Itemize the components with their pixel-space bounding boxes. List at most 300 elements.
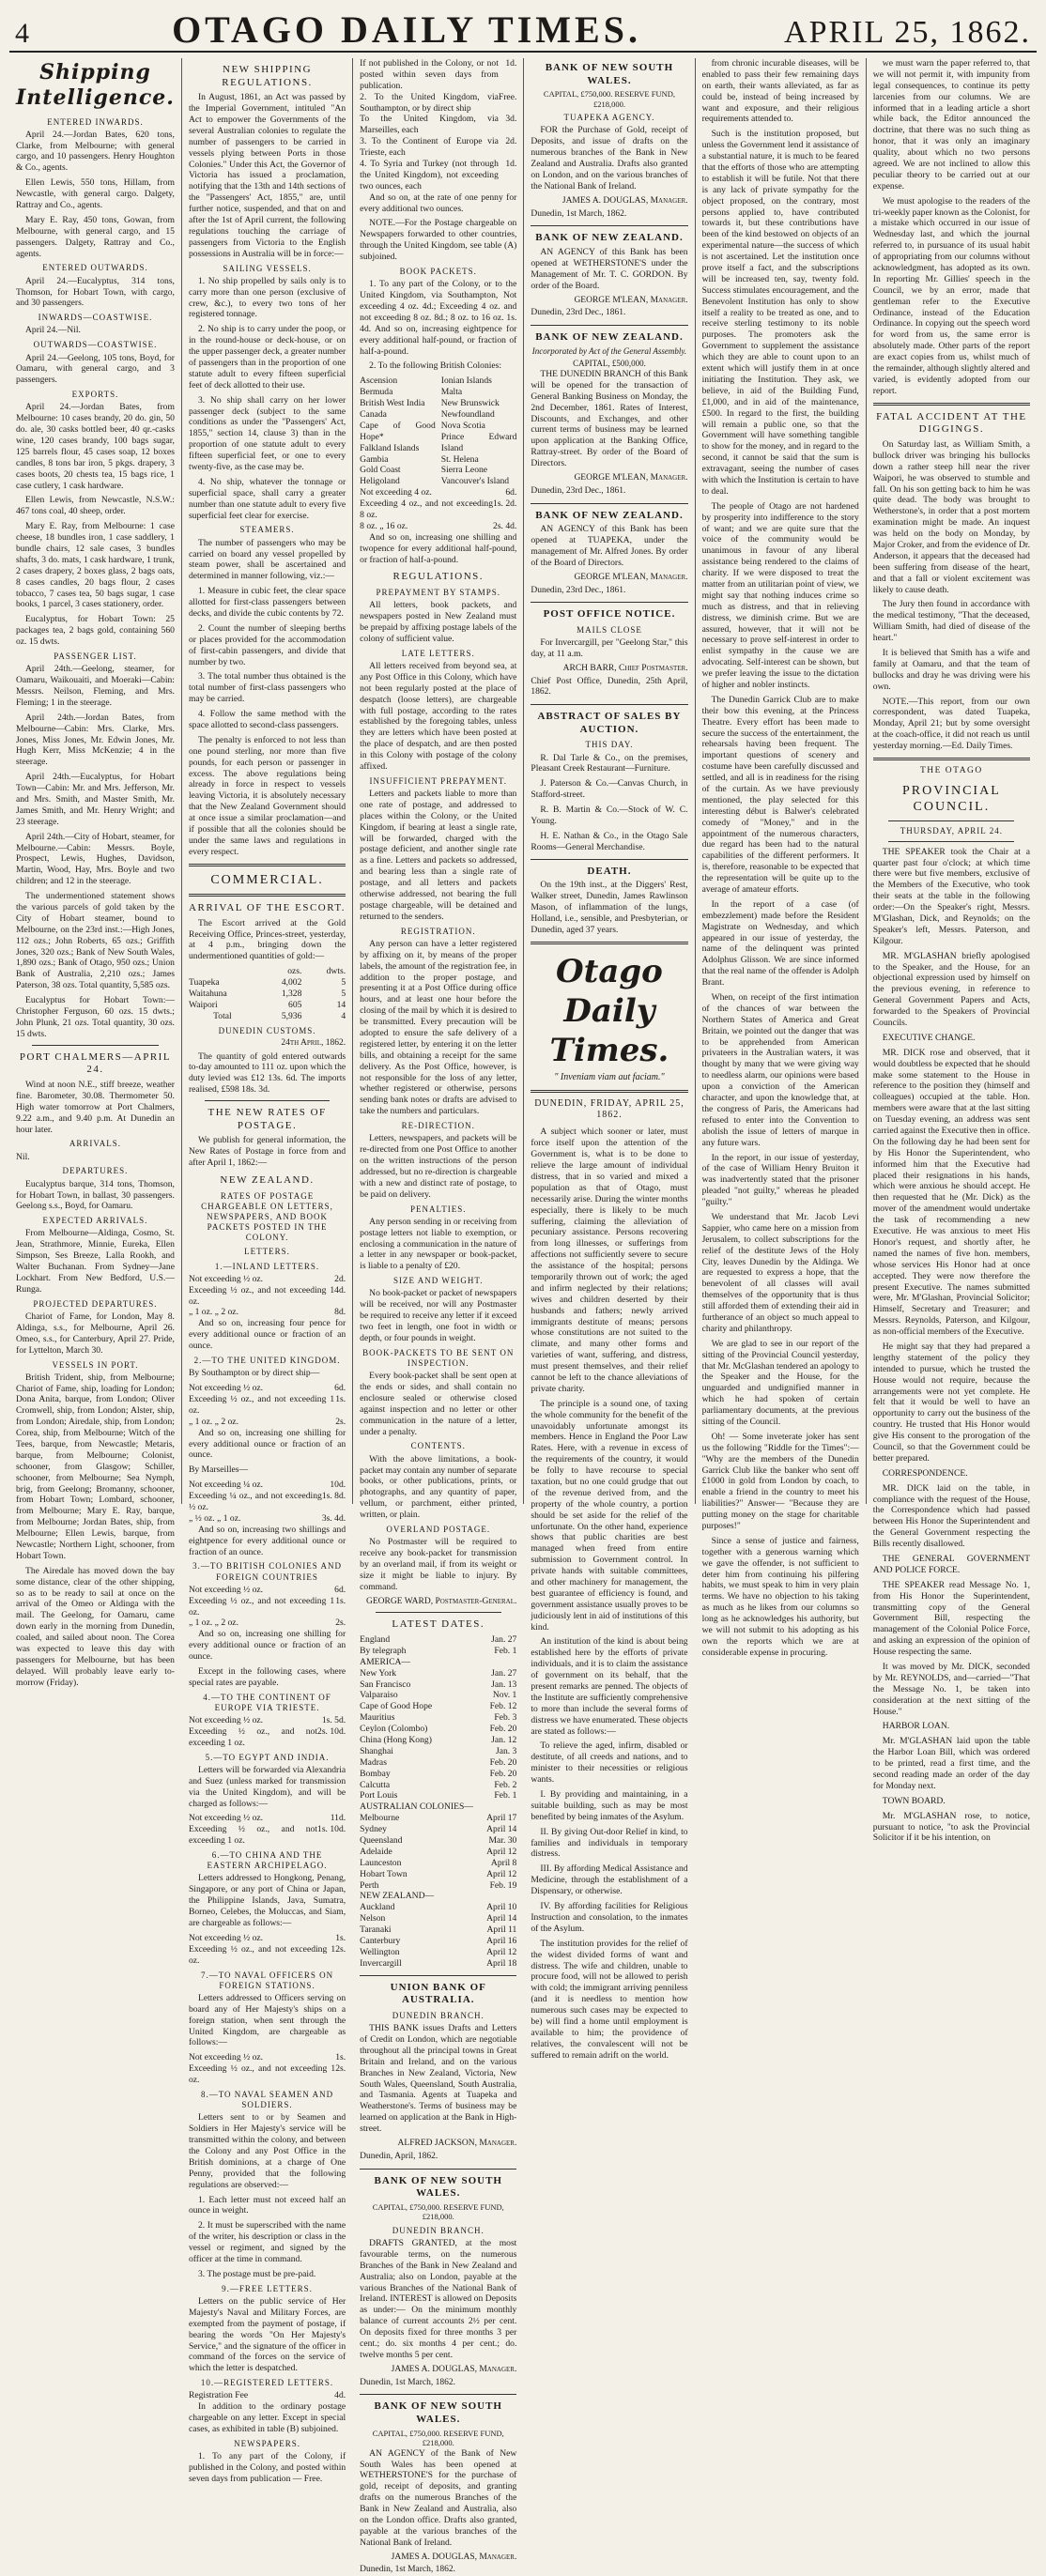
list-item: Mr. M'GLASHAN laid upon the table the Harbor Loan Bill, which was ordered to be printed, read a first time, and the second reading made an order of the day for Monday next. xyxy=(872,1736,1030,1791)
inland-note: And so on, increasing four pence for every additional ounce or fraction of an ounce. xyxy=(188,1318,346,1352)
table-row: „ ½ oz. „ 1 oz. 3s. 4d. xyxy=(188,1512,346,1524)
nz-bank-text-2: THE DUNEDIN BRANCH of this Bank will be opened for the transaction of General Banking Business on Monday, the 2nd December, 1861. Rates of Interest, Discounts, and Exchanges, and other current terms of business may be learned upon application at the Banking Office, Rattray-street. By order of the Board of Directors. xyxy=(531,369,688,469)
list-item: Ionian Islands xyxy=(440,376,492,387)
size-text: No book-packet or packet of newspapers will be received, nor will any Postmaster be required to receive any letter if it exceed two feet in length, one foot in width or depth, or four pounds in weight. xyxy=(360,1288,517,1343)
uk-note: And so on, increasing one shilling for every additional ounce or fraction of an ounce. xyxy=(188,1427,346,1461)
table-row: Not exceeding ½ oz. 1s. 5d. xyxy=(188,1715,346,1726)
list-item: 1. No ship propelled by sails only is to carry more than one person (exclusive of crew, &c.), to every two tons of her registered tonnage. xyxy=(188,275,346,320)
table-row: China (Hong Kong) Jan. 12 xyxy=(360,1735,517,1745)
list-item: He might say that they had prepared a lengthy statement of the policy they intended to pursue, which he trusted the House would not require, because the arrangements were not yet complete. He felt that it would be well to have an opportunity to carry out the business of the country. He trusted that His Honor would give His consent to the prorogation of the Council, so that the Government could be better prepared. xyxy=(872,1341,1030,1464)
commercial-head: COMMERCIAL. xyxy=(210,872,324,887)
columns xyxy=(9,58,1037,2575)
column-1 xyxy=(9,58,182,1688)
nz-bank-capital-2: CAPITAL, £500,000. xyxy=(573,358,646,368)
list-item: The Jury then found in accordance with the medical testimony, "That the deceased, William Smith, had died of disease of the heart." xyxy=(872,599,1030,644)
nsw-bank-capital-1: CAPITAL, £750,000. RESERVE FUND, £218,000. xyxy=(372,2201,504,2222)
india-head: 5.—TO EGYPT AND INDIA. xyxy=(205,1752,330,1762)
newspapers-head: NEWSPAPERS. xyxy=(234,2438,301,2448)
naval-note: Letters addressed to Officers serving on board any of Her Majesty's ships on a foreign station, when sent through the United Kingdom, are chargeable as follows:— xyxy=(188,1992,346,2048)
nsw-bank-signature-2: JAMES A. DOUGLAS, Manager. xyxy=(391,2552,517,2562)
column-5 xyxy=(696,58,867,1658)
entered-inwards-head: ENTERED INWARDS. xyxy=(47,116,144,127)
column-4 xyxy=(524,58,695,2061)
newspaper-rates: If not published in the Colony, or not posted within seven days from publication. 1d. 2. To the United Kingdom, via Southampton, or by direct ship Free. To the United Kingdom, via Marseilles, each 3d. 3. To the Continent of Europe via Trieste, each 2d. 4. To Syria and Turkey (not through the United Kingdom), not exceeding two ounces, each 1d. xyxy=(360,58,517,192)
list-item: April 24th.—Eucalyptus, for Hobart Town—Cabin: Mr. and Mrs. Jefferson, Mr. and Mrs. Smith, and Master Smith, Mr. James Smith, and Mr. Henry Wright; and 23 steerage. xyxy=(16,772,175,827)
table-row: San Francisco Jan. 13 xyxy=(360,1679,517,1690)
union-bank-date: Dunedin, April, 1862. xyxy=(360,2151,438,2161)
table-row: AUSTRALIAN COLONIES— xyxy=(360,1802,473,1813)
penalties-head: PENALTIES. xyxy=(410,1204,467,1214)
entered-outwards-head: ENTERED OUTWARDS. xyxy=(42,263,148,273)
india-rates xyxy=(189,1813,346,1847)
nsw-agency-capital: CAPITAL, £750,000. RESERVE FUND, £218,000. xyxy=(543,89,675,109)
outwards-coast-list xyxy=(16,353,175,387)
uk-rates xyxy=(189,1383,346,1428)
list-item: MR. M'GLASHAN briefly apologised to the Speaker, and the House, for an objectional expression used by himself on the previous evening, in reference to General Government Papers and Acts, forwarded to the Speakers of Provincial Councils. xyxy=(872,950,1030,1029)
list-item: An institution of the kind is about being established here by the efforts of private individuals, and it is to claim the assistance of government on its behalf, that the present remarks are penned. The objects of the Institute are sufficiently comprehensive to more than include the several forms of distress we have enumerated. These objects are stated as follows:— xyxy=(531,1636,688,1737)
insufficient-head: INSUFFICIENT PREPAYMENT. xyxy=(369,775,508,786)
registered-head: 10.—REGISTERED LETTERS. xyxy=(200,2378,334,2388)
nz-bank-text-3: AN AGENCY of this Bank has been opened at TUAPEKA, under the management of Mr. Alfred Jones. By order of the Board of Directors. xyxy=(531,524,688,568)
nsw-agency-text: FOR the Purchase of Gold, receipt of Deposits, and issue of drafts on the numerous branches of the Bank in New Zealand and Australia. Drafts also granted on London, and on the various branches of the National Bank of Ireland. xyxy=(531,125,688,192)
list-item: TOWN BOARD. xyxy=(882,1795,946,1806)
list-item: we must warn the paper referred to, that we will not permit it, with impunity from legal consequences, to continue its petty larcenies from our columns. We are informed that in a leading article a short while back, the Editor announced the doctrine, that there was no such thing as honor, that it was only an imaginary quality, about which no two persons agreed. We are not inclined to allow this peculiar theory to be carried out at our expense. xyxy=(872,58,1030,192)
exports-list xyxy=(16,402,175,648)
nsw-agency-title: BANK OF NEW SOUTH WALES. xyxy=(545,62,674,86)
nz-bank-date-2: Dunedin, 23rd Dec., 1861. xyxy=(531,485,626,496)
editorial-continued-2 xyxy=(873,58,1030,397)
list-item: Falkland Islands xyxy=(360,442,420,453)
escort-table xyxy=(189,966,346,1021)
registered-note: In addition to the ordinary postage chargeable on any letter. Except in special cases, as exhibited in table (B) subjoined. xyxy=(188,2401,346,2435)
table-row: Melbourne April 17 xyxy=(360,1813,517,1824)
list-item: 3. No ship shall carry on her lower passenger deck (subject to the same conditions as under the "Passengers' Act, 1855," section 14, clause 3) than in the proportion of one statute adult to every fifteen superficial feet, or one to every twenty-five, as the case may be. xyxy=(188,394,346,473)
list-item: Cape of Good Hope* xyxy=(360,420,436,442)
steamers-rules xyxy=(189,586,346,731)
rates-head: RATES OF POSTAGE CHARGEABLE ON LETTERS, NEWSPAPERS, AND BOOK PACKETS POSTED IN THE COLONY. xyxy=(201,1190,333,1243)
table-row: Exceeding 4 oz., and not exceeding 8 oz. 1s. 2d. xyxy=(360,498,517,520)
naval-head: 7.—TO NAVAL OFFICERS ON FOREIGN STATIONS. xyxy=(200,1970,334,1990)
prepayment-text: All letters, book packets, and newspapers posted in New Zealand must be prepaid by affixing postage labels of the colony of sufficient value. xyxy=(360,600,517,644)
uk-head: 2.—TO THE UNITED KINGDOM. xyxy=(193,1356,341,1366)
table-row: Not exceeding ½ oz. 1s. xyxy=(188,1932,346,1943)
prepayment-head: PREPAYMENT BY STAMPS. xyxy=(376,588,500,598)
free-head: 9.—FREE LETTERS. xyxy=(222,2283,313,2293)
table-row: Invercargill April 18 xyxy=(360,1957,517,1969)
table-row: Calcutta Feb. 2 xyxy=(360,1779,517,1790)
gold-note: The undermentioned statement shows the various parcels of gold taken by the City of Hobart steamer, bound to Melbourne, on the 23rd inst.:—High Jones, 112 ozs.; John Roberts, 65 ozs.; Griffith Jones, 320 ozs.; Bank of New South Wales, 1,890 ozs.; Bank of Otago, 950 ozs.; Union Bank of Australia, 2,210 ozs.; James Paterson, 38 ozs. Total quantity, 5,585 ozs. xyxy=(16,891,175,991)
open-head: BOOK-PACKETS TO BE SENT ON INSPECTION. xyxy=(362,1347,515,1368)
list-item: We understand that Mr. Jacob Levi Sappier, who came here on a mission from Jerusalem, to collect subscriptions for the relief of the destitute Jews of the Holy City, leaves Dunedin by the Aldinga. We are requested to express a hope, that the benevolent of all classes will avail themselves of the opportunity that is thus still afforded them of extending their aid in furtherance of an object so much appeal to charity and philanthropy. xyxy=(701,1211,859,1334)
china-note: Letters addressed to Hongkong, Penang, Singapore, or any port of China or Japan, the Philippine Islands, Java, Sumatra, Borneo, Celebes, the Moluccas, and Siam, are chargeable as follows:— xyxy=(188,1873,346,1929)
sailing-head: SAILING VESSELS. xyxy=(223,263,312,273)
table-row: Not exceeding ½ oz. 1s. xyxy=(188,2052,346,2063)
list-item: Newfoundland xyxy=(440,408,495,420)
list-item: April 24.—Jordan Bates, from Melbourne: 10 cases brandy, 20 do. gin, 50 do. ale, 30 casks bottled beer, 40 qr.-casks wine, 120 cases brandy, 100 bags sugar, 125 barrels flour, 45 cases soap, 12 boxes candles, 8 tons bar iron, 5 pkgs. drapery, 3 cases boots, 20 chests tea, 15 bags rice, 1 case cutlery, 1 cask hardware. xyxy=(16,402,175,491)
list-item: To relieve the aged, infirm, disabled or destitute, of all creeds and nations, and to minister to their necessities or religious wants. xyxy=(531,1740,688,1786)
escort-head: ARRIVAL OF THE ESCORT. xyxy=(189,902,346,914)
british-rates xyxy=(189,1585,346,1630)
list-item: April 24th.—Geelong, steamer, for Oamaru, Waikouaiti, and Moeraki—Cabin: Messrs. Neilson, Fleming, and Mrs. Fleming; 1 in the steerage. xyxy=(16,664,175,708)
sales-list xyxy=(531,753,687,853)
nz-bank-sub-2: Incorporated by Act of the General Assembly. xyxy=(531,345,687,356)
list-item: New Brunswick xyxy=(440,398,500,409)
passengers-list xyxy=(16,664,175,887)
list-item: R. Dal Tarle & Co., on the premises, Pleasant Creek Restaurant—Furniture. xyxy=(531,752,688,774)
customs-date: 24th April, 1862. xyxy=(281,1037,346,1048)
exports-head: EXPORTS. xyxy=(71,390,119,400)
except-note: Except in the following cases, where special rates are payable. xyxy=(188,1665,346,1688)
europe-rates xyxy=(189,1715,346,1749)
list-item: CORRESPONDENCE. xyxy=(882,1467,968,1479)
uk-sub: By Southampton or by direct ship— xyxy=(188,1368,320,1379)
eucalyptus-note: Eucalyptus for Hobart Town:—Christopher Ferguson, 60 ozs. 15 dwts.; John Plunk, 21 ozs. Total quantity, 30 ozs. 15 dwts. xyxy=(16,995,175,1039)
table-row: Exceeding ½ oz., and not exceeding 1 oz. 2s. xyxy=(188,2063,346,2086)
closing-note: The Airedale has moved down the bay some distance, clear of the other shipping, so as to be ready to sail at once on the arrival of the Omeo or Aldinga with the mail. The Geelong, for Oamaru, came down early in the morning from Dunedin, coaled, and sailed about noon. The Corea was expected to leave this day with passengers for Melbourne, but has been delayed. Will probably leave early to-morrow (Friday). xyxy=(16,1565,175,1688)
escort-unit-dwt: dwts. xyxy=(326,966,346,977)
table-row: „ 1 oz. „ 2 oz. 2s. xyxy=(188,1618,346,1629)
table-row: Not exceeding ½ oz. 11d. xyxy=(188,1813,346,1824)
table-row: Taranaki April 11 xyxy=(360,1924,517,1936)
penalties-text: Any person sending in or receiving from postage letters not liable to exemption, or enclosing a communication in the nature of a letter in any newspaper or book-packet, is liable to a penalty of £20. xyxy=(360,1216,517,1272)
post-office-text: For Invercargill, per "Geelong Star," this day, at 11 a.m. xyxy=(531,637,688,659)
union-bank-text: THIS BANK issues Drafts and Letters of Credit on London, which are negotiable throughout all the principal towns in Great Britain and Ireland, and on the various Branches in New Zealand, Victoria, New South Wales, Queensland, South Australia, and Tasmania. Agents at Tuapeka and Weatherstone's. Terms of business may be learned on application at the Bank in High-street. xyxy=(360,2023,517,2135)
table-row: Ceylon (Colombo) Feb. 20 xyxy=(360,1724,517,1735)
nz-bank-date-3: Dunedin, 23rd Dec., 1861. xyxy=(531,585,626,595)
list-item: Ellen Lewis, 550 tons, Hillam, from Newcastle, with general cargo. Dalgety, Rattray and Co., agents. xyxy=(16,177,175,211)
table-row: Cape of Good Hope Feb. 12 xyxy=(360,1701,517,1712)
book-rules: 1. To any part of the Colony, or to the United Kingdom, via Southampton, Not exceeding 4 oz. 4d.; Exceeding 4 oz. and not exceeding 8 oz. 8d.; 8 oz. to 16 oz. 1s. 4d. And so on, increasing eightpence for every additional half-pound, or fraction of half-a-pound. xyxy=(360,279,517,357)
nameplate: Otago Daily Times. xyxy=(549,952,669,1070)
table-row: Sydney April 14 xyxy=(360,1824,517,1835)
table-row: Canterbury April 16 xyxy=(360,1936,517,1947)
list-item: Gambia xyxy=(360,453,389,465)
coastwise-list xyxy=(16,325,175,336)
escort-intro: The Escort arrived at the Gold Receiving Office, Princes-street, yesterday, at 4 p.m., bringing down the undermentioned quantities of gold:— xyxy=(188,917,346,962)
inland-head: 1.—INLAND LETTERS. xyxy=(214,1261,320,1271)
column-3 xyxy=(353,58,524,2575)
nz-bank-title-2: BANK OF NEW ZEALAND. xyxy=(535,331,684,344)
list-item: Prince Edward Island xyxy=(440,431,517,453)
list-item: April 24th.—Jordan Bates, from Melbourne—Cabin: Mrs. Clarke, Mrs. Jones, Miss Jones, Mr. Edwin Jones, Mr. Hugh Kerr, Miss McKenzie; 4 in the steerage. xyxy=(16,712,175,768)
nz-bank-text-1: AN AGENCY of this Bank has been opened at WETHERSTONE'S under the Management of Mr. T. C. GORDON. By order of the Board. xyxy=(531,246,688,291)
fatal-accident-head: FATAL ACCIDENT AT THE DIGGINGS. xyxy=(876,410,1027,436)
table-row: Exceeding ½ oz., and not exceeding 1 oz. 2s. 10d. xyxy=(188,1725,346,1748)
late-head: LATE LETTERS. xyxy=(401,648,475,658)
newspaper-title: OTAGO DAILY TIMES. xyxy=(172,8,641,51)
vessels: British Trident, ship, from Melbourne; Chariot of Fame, ship, loading for London; Dona Anita, barque, from London; Oliver Cromwell, ship, from London; Alster, ship, from London; Airedale, ship, from London; Corea, ship, from Melbourne; Witch of the Tees, barque, from Newcastle; Metaris, barque, from Melbourne; Colonist, schooner, from Glasgow; Schiller, schooner, from Melbourne; Sea Nymph, brig, from Geelong; Bromanny, schooner, from Hobart Town; Lombard, schooner, from Melbourne; Mary E. Ray, barque, from Melbourne; Jordan Bates, ship, from Melbourne; Ellen Lewis, barque, from Newcastle; Northern Light, schooner, from Hobart Town. xyxy=(16,1372,175,1561)
union-bank-title: UNION BANK OF AUSTRALIA. xyxy=(390,1981,486,2006)
escort-unit-oz: ozs. xyxy=(287,966,302,977)
list-item: EXECUTIVE CHANGE. xyxy=(882,1032,976,1043)
list-item: IV. By affording facilities for Religious Instruction and consolation, to the inmates of the Asylum. xyxy=(531,1901,688,1934)
registered-rate: Registration Fee 4d. xyxy=(188,2390,346,2401)
nsw-bank-capital-2: CAPITAL, £750,000. RESERVE FUND, £218,000. xyxy=(372,2428,504,2448)
table-row: Exceeding ½ oz., and not exceeding 1 oz. 4d. xyxy=(188,1284,346,1307)
list-item: Oh! — Some inveterate joker has sent us the following "Riddle for the Times":— "Why are the members of the Dunedin Garrick Club like the banker who sent off £1000 in gold from London by coach, to enable a friend in the country to meet his liabilities?" Answer— "Because they are putting money on the stage for charitable purposes!" xyxy=(701,1431,859,1531)
table-row: Waipori 605 14 xyxy=(188,999,346,1010)
table-row: Shanghai Jan. 3 xyxy=(360,1745,517,1756)
list-item: Vancouver's Island xyxy=(440,476,510,487)
table-row: Port Louis Feb. 1 xyxy=(360,1790,517,1802)
list-item: When, on receipt of the first intimation of the chances of war between the Northern States of America and Great Britain, we pointed out the danger that was to be apprehended from American privateers in the Australian waters, it was thought by many that we were giving way to needless alarm, our opinions were based upon a conviction of the American character, and upon the knowledge that, at the congress of Paris, the Americans had refused to enter into the Convention to abolish the issue of letters of marque in any future wars. xyxy=(701,992,859,1148)
council-text xyxy=(873,847,1030,1845)
nsw-bank-text-2: AN AGENCY of the Bank of New South Wales has been opened at WETHERSTONE'S for the purchase of gold, receipt of deposits, and granting drafts on the numerous Branches of the Bank in New Zealand and Australia, also on the London office. Drafts also granted, payable at the various branches of the National Bank of Ireland. xyxy=(360,2447,517,2548)
editorial-continued xyxy=(702,58,859,1659)
list-item: Sierra Leone xyxy=(440,465,488,476)
letters-head: LETTERS. xyxy=(244,1247,290,1257)
overland-text: No Postmaster will be required to receive any book-packet for transmission by an overland mail, if from its weight or size it might be liable to injury. By command. xyxy=(360,1537,517,1592)
table-row: „ 1 oz. „ 2 oz. 8d. xyxy=(188,1307,346,1318)
book-rates xyxy=(360,487,516,532)
list-item: Malta xyxy=(440,387,463,398)
escort-total-row: Total 5,936 4 xyxy=(213,1010,346,1021)
newspapers-rule: 1. To any part of the Colony, if published in the Colony, and posted within seven days from publication — Free. xyxy=(188,2451,346,2484)
table-row: Launceston April 8 xyxy=(360,1857,517,1868)
table-row: Mauritius Feb. 3 xyxy=(360,1712,517,1724)
list-item: The principle is a sound one, of taxing the whole community for the benefit of the unavoidably unfortunate amongst its members. Hence in England the Poor Law Rates. Here, with a revenue in excess of the requirements of the country, it would be folly to have recourse to special taxation, but no one could grudge that out of the revenue derived from, and the property of the whole country, a portion should be set aside for the relief of the unfortunate. On the other hand, experience shows that public charities are best managed when freed from entire submission to Government control. In private hands with suitable committees, and other machinery for management, the best guarantee of efficiency is found, and government assistance usually proves to be judiciously lent in aid of institutions of this kind. xyxy=(531,1398,688,1633)
table-row: England Jan. 27 xyxy=(360,1633,517,1645)
nz-bank-date-1: Dunedin, 23rd Dec., 1861. xyxy=(531,308,626,318)
masthead xyxy=(9,8,1037,53)
list-item: 2. Count the number of sleeping berths or places provided for the accommodation of first-cabin passengers, and divide that number by two. xyxy=(188,622,346,667)
editorial-list xyxy=(531,1127,687,2061)
list-item: We are glad to see in our report of the sitting of the Provincial Council yesterday, that Mr. McGlashan tendered an apology to the Speaker and the House, for the unguarded and undignified manner in which he had spoken of certain parliamentary documents, at the previous sitting of the Council. xyxy=(701,1338,859,1427)
list-item: MR. DICK laid on the table, in compliance with the request of the House, the Correspondence which had passed between His Honor the Superintendent and the General Government respecting the Bills recently disallowed. xyxy=(872,1482,1030,1550)
list-item: In the report of a case (of embezzlement) made before the Resident Magistrate on Wednesday, and which appeared in our issue of yesterday, the name of the delinquent was printed Adolphus Glisson. We are since informed that the real name of the offender is Adolph Brant. xyxy=(701,898,859,989)
list-item: II. By giving Out-door Relief in kind, to families and individuals in temporary distress. xyxy=(531,1826,688,1860)
seamen-note: Letters sent to or by Seamen and Soldiers in Her Majesty's service will be transmitted within the colony, and between the Colony and any Post Office in the British dominions, at a charge of One Penny, provided that the following regulations are observed:— xyxy=(188,2112,346,2190)
size-head: SIZE AND WEIGHT. xyxy=(393,1276,484,1286)
china-rates xyxy=(189,1933,346,1967)
entered-inwards-list xyxy=(16,130,175,260)
latest-dates-table xyxy=(360,1634,516,1970)
death-title: DEATH. xyxy=(587,865,632,877)
council-date: THURSDAY, APRIL 24. xyxy=(900,825,1003,836)
colonies-left xyxy=(360,376,436,487)
list-item: April 24.—Geelong, 105 tons, Boyd, for Oamaru, with general cargo, and 3 passengers. xyxy=(16,352,175,386)
coastwise-head: INWARDS—COASTWISE. xyxy=(38,313,153,323)
departures-head: DEPARTURES. xyxy=(62,1166,129,1176)
open-text: Every book-packet shall be sent open at the ends or sides, and shall contain no enclosure sealed or otherwise closed against inspection and no letter or other communication in the nature of a letter, under a penalty. xyxy=(360,1371,517,1437)
marseilles-rates xyxy=(189,1480,346,1525)
book-head: BOOK PACKETS. xyxy=(399,267,477,277)
steamers-head: STEAMERS. xyxy=(239,525,295,535)
sales-title: ABSTRACT OF SALES BY AUCTION. xyxy=(537,711,682,735)
entered-outwards-list xyxy=(16,276,175,310)
postage-head: THE NEW RATES OF POSTAGE. xyxy=(208,1107,327,1131)
list-item: April 24.—Jordan Bates, 620 tons, Clarke, from Melbourne; with general cargo, and 10 passengers. Henry Houghton & Co., agents. xyxy=(16,129,175,174)
list-item: NOTE.—This report, from our own correspondent, was dated Tuapeka, Monday, April 21; but by some oversight at the coach-office, it did not reach us until yesterday morning.—Ed. Daily Times. xyxy=(872,696,1030,752)
list-item: April 24.—Eucalyptus, 314 tons, Thomson, for Hobart Town, with cargo, and 30 passengers. xyxy=(16,275,175,309)
shipping-heading: Shipping Intelligence. xyxy=(16,60,175,111)
table-row: Exceeding ½ oz., and not exceeding 1 oz. 1s. xyxy=(188,1595,346,1618)
motto: " Inveniam viam aut faciam." xyxy=(554,1072,665,1083)
list-item: Since a sense of justice and fairness, together with a generous warning which we gave the offender, is not sufficient to deter him from continuing his pilfering habits, we must speak to him in very plain terms. We have no objection to his taking as much as he likes from our columns so long as he acknowledges his authority, but we will not submit to his adopting as his own the reports which we are at considerable expense in procuring. xyxy=(701,1535,859,1658)
nsw-agency-sub: TUAPEKA AGENCY. xyxy=(563,113,655,123)
column-2 xyxy=(182,58,353,2484)
list-item: Such is the institution proposed, but unless the Government lend it assistance of a substantial nature, it is much to be feared that the efforts of those who are attempting to establish it will be futile. Not that there is any lack of private sympathy for the object proposed, on the contrary, most persons applied to, have contributed towards it, but these contributions have been of the kind bestowed on objects of an experimental nature—the success of which is not ascertained. Let the institution once prove itself a fact, and the subscriptions will be increased ten, say, twenty fold. Success stimulates encouragement, and the Benevolent Institution has only to show itself a reality to be treated as one, and to receive sterling testimony to its noble purposes. The promoters ask the Government to supplement the assistance which they are able to count upon to an extent which will justify them in at once initiating the Institution. They ask, we believe, in aid of the Building Fund, £1,000, and in aid of the maintenance, £500. In regard to the first, the building will remain a public one, so that the Government will have something tangible to show for the money, and in regard to the second, it cannot be said that the sum is extravagant, seeing the number of cases with which the Institution is certain to have to deal. xyxy=(701,129,859,497)
steamers-intro: The number of passengers who may be carried on board any vessel propelled by steam power, shall be ascertained and determined in manner following, viz.:— xyxy=(188,537,346,582)
column-6 xyxy=(867,58,1037,1844)
table-row: Waitahuna 1,328 5 xyxy=(188,989,346,999)
outwards-coast-head: OUTWARDS—COASTWISE. xyxy=(33,340,158,350)
table-row: Exceeding ½ oz., and not exceeding 1 oz. 2s. xyxy=(188,1943,346,1966)
list-item: The Dunedin Garrick Club are to make their bow this evening, at the Princess Theatre. Every effort has been made to secure the success of the entertainment, the rehearsals having been frequent. The important questions of scenery and costume have been carefully discussed and settled, and all is in readiness for the rising of the curtain. As we have previously mentioned, the play selected for this interesting début is Balwer's celebrated comedy of "Money," and in the appointment of the numerous characters, due regard has been had to the natural capabilities of the different performers. It is, therefore, reasonable to be expected that the representation will be quite up to the average of amateur efforts. xyxy=(701,694,859,896)
newspaper-note-2: NOTE.—For the Postage chargeable on Newspapers forwarded to other countries, through the United Kingdom, see table (A) subjoined. xyxy=(360,218,517,263)
list-item: Heligoland xyxy=(360,476,400,487)
nz-bank-title-1: BANK OF NEW ZEALAND. xyxy=(535,232,684,244)
nz-bank-signature-3: GEORGE M'LEAN, Manager. xyxy=(574,572,688,582)
list-item: 1. Each letter must not exceed half an ounce in weight. xyxy=(188,2194,346,2216)
nz-bank-signature-2: GEORGE M'LEAN, Manager. xyxy=(574,473,688,483)
list-item: MR. DICK rose and observed, that it would doubtless be expected that he should make some statement to the House in reference to the position they (himself and colleagues) occupied at the table. Hon. members were aware that at the last sitting on Tuesday evening, an address was sent carried against the Executive then in office. On the following day he had been sent for by His Honor the Superintendent, who informed him that the Executive had placed their resignations in his hands, which were anxious he should accept. He then requested that he (Mr. Dick) as the mover of the amendment would undertake the task of recommending a new Executive. He was anxious to meet His Honor's request, and shortly after, he named the names of five hon. members, whose services His Honor had at once accepted. They were now therefore the present Executive. The names submitted were, Mr. M'Glashan, Provincial Solicitor; Himself, Secretary and Treasurer; and Messrs. Reynolds, Paterson, and Kilgour, as non-official members of the Executive. xyxy=(872,1047,1030,1338)
late-text: All letters received from beyond sea, at any Post Office in this Colony, which have not been regularly posted at the place of despatch (loose letters), are chargeable with full postage, according to the rates established by the foregoing tables, unless they are letters which have been posted at the place of despatch, and are then posted in this Colony with postage of the colony affixed. xyxy=(360,660,517,772)
table-row: Not exceeding ¼ oz. 10d. xyxy=(188,1480,346,1491)
british-head: 3.—TO BRITISH COLONIES AND FOREIGN COUNTRIES xyxy=(192,1561,342,1582)
list-item: I. By providing and maintaining, in a suitable building, such as may be most benefited by being inmates of the Asylum. xyxy=(531,1789,688,1822)
list-item: Canada xyxy=(360,408,387,420)
list-item: Bermuda xyxy=(360,387,393,398)
list-item: April 24.—Nil. xyxy=(25,325,81,336)
list-item: Mary E. Ray, 450 tons, Gowan, from Melbourne, with general cargo, and 15 passengers. Dalgety, Rattray and Co., agents. xyxy=(16,214,175,259)
list-item: J. Paterson & Co.—Canvas Church, in Stafford-street. xyxy=(531,778,688,801)
table-row: 8 oz. „ 16 oz. 2s. 4d. xyxy=(360,520,517,531)
list-item: Mary E. Ray, from Melbourne: 1 case cheese, 18 bundles iron, 1 case saddlery, 1 bundle chairs, 12 sale cases, 3 bundles shafts, 3 do. mats, 1 cask hardware, 1 trunk, 2 cases drapery, 2 boxes glass, 2 bags oats, 8 cases candles, 20 bags flour, 2 cases tobacco, 7 cases tea, 50 bags sugar, 1 case books, 1 parcel, 3 cases stationery, order. xyxy=(16,521,175,610)
nsw-bank-date-2: Dunedin, 1st March, 1862. xyxy=(360,2565,456,2575)
contents-text: With the above limitations, a book-packet may contain any number of separate books, or other publications, prints, or photographs, and any quantity of paper, vellum, or parchment, either printed, written, or plain. xyxy=(360,1453,517,1521)
india-note: Letters will be forwarded via Alexandria and Suez (unless marked for transmission via the United Kingdom), and will be charged as follows:— xyxy=(188,1764,346,1809)
overland-head: OVERLAND POSTAGE. xyxy=(386,1524,491,1534)
contents-head: CONTENTS. xyxy=(410,1441,466,1451)
table-row: Perth Feb. 19 xyxy=(360,1879,517,1891)
list-item: 2. No ship is to carry under the poop, or in the round-house or deck-house, or on the upper passenger deck, a greater number of passengers than in the proportion of one statute adult to every fifteen superficial feet of deck allotted to their use. xyxy=(188,324,346,391)
passengers-head: PASSENGER LIST. xyxy=(54,652,137,662)
table-row: Valparaiso Nov. 1 xyxy=(360,1690,517,1701)
table-row: By telegraph Feb. 1 xyxy=(360,1645,517,1656)
nsw-agency-signature: JAMES A. DOUGLAS, Manager. xyxy=(561,195,688,206)
list-item: 1. Measure in cubic feet, the clear space allotted for first-class passengers between decks, and divide the cubic contents by 72. xyxy=(188,586,346,619)
death-text: On the 19th inst., at the Diggers' Rest, Walker street, Dunedin, James Rawlinson Mason, of inflammation of the lungs, Holland, i.e., sensible, and Presbyterian, or Dunedin, aged 37 years. xyxy=(531,880,688,935)
nz-bank-title-3: BANK OF NEW ZEALAND. xyxy=(535,509,684,521)
colonies-list xyxy=(360,376,516,487)
seamen-rules xyxy=(189,2195,346,2280)
book-note: And so on, increasing one shilling and twopence for every additional half-pound, or fraction of half-a-pound. xyxy=(360,531,517,565)
nz-head: NEW ZEALAND. xyxy=(220,1174,315,1187)
list-item: 4. No ship, whatever the tonnage or superficial space, shall carry a greater number than one statute adult to every five superficial feet clear for exercise. xyxy=(188,476,346,521)
marseilles-sub: By Marseilles— xyxy=(188,1464,249,1476)
table-row: Adelaide April 12 xyxy=(360,1846,517,1857)
redirection-text: Letters, newspapers, and packets will be re-directed from one Post Office to another on the written instructions of the person addressed, but no re-direction is chargeable with a new and distinct rate of postage, to be paid on delivery. xyxy=(360,1133,517,1200)
expected: From Melbourne—Aldinga, Cosmo, St. Jean, Strathmore, Minnie, Eureka, Ellen Simpson, Ses Breeze, Lalla Rookh, and Walter Buchanan. From Sydney—Jane Lockhart. From New Bedford, U.S.—Runga. xyxy=(16,1228,175,1295)
list-item: HARBOR LOAN. xyxy=(882,1721,950,1732)
nsw-bank-signature-1: JAMES A. DOUGLAS, Manager. xyxy=(391,2364,517,2374)
naval-rates xyxy=(189,2052,346,2086)
nz-bank-signature-1: GEORGE M'LEAN, Manager. xyxy=(574,295,688,305)
table-row: AMERICA— xyxy=(360,1656,410,1667)
nsw-bank-text-1: DRAFTS GRANTED, at the most favourable terms, on the numerous Branches of the Bank in New Zealand and Australia; also on London, payable at the various Branches of the National Bank of Ireland. INTEREST is allowed on Deposits as under:— On the minimum monthly balance of current accounts 2½ per cent. On deposits fixed for three months 3 per cent.; do. six months 4 per cent.; do. twelve months 5 per cent. xyxy=(360,2238,517,2360)
europe-head: 4.—TO THE CONTINENT OF EUROPE VIA TRIESTE. xyxy=(203,1692,331,1712)
list-item: It is believed that Smith has a wife and family at Oamaru, and that the team of bullocks and dray he was driving were his own. xyxy=(872,648,1030,692)
regulations-head: REGULATIONS. xyxy=(392,571,485,583)
free-note: Letters on the public service of Her Majesty's Naval and Military Forces, are exempted from the payment of postage, if bearing the words "On Her Majesty's Service," and the signature of the officer in command of the forces on the service of which the letter is despatched. xyxy=(188,2295,346,2374)
marseilles-note: And so on, increasing two shillings and eightpence for every additional ounce or fraction of an ounce. xyxy=(188,1524,346,1557)
china-head: 6.—TO CHINA AND THE EASTERN ARCHIPELAGO. xyxy=(207,1850,328,1871)
departures: Eucalyptus barque, 314 tons, Thomson, for Hobart Town, in ballast, 30 passengers. Geelong s.s., Boyd, for Oamaru. xyxy=(16,1178,175,1212)
list-item: from chronic incurable diseases, will be enabled to pass their few remaining days on earth, their wants alleviated, as far as could be, instead of being increased by want and exposure, and their religious requirements attended to. xyxy=(701,58,859,125)
table-row: New York Jan. 27 xyxy=(360,1667,517,1679)
inland-rates xyxy=(189,1274,346,1319)
sailing-rules xyxy=(189,276,346,522)
list-item: R. B. Martin & Co.—Stock of W. C. Young. xyxy=(531,805,688,826)
list-item: Ellen Lewis, from Newcastle, N.S.W.: 467 tons coal, 40 sheep, order. xyxy=(16,495,175,517)
post-office-title: POST OFFICE NOTICE. xyxy=(543,608,676,621)
arrivals: Nil. xyxy=(16,1151,30,1162)
newspaper-note: And so on, at the rate of one penny for every additional two ounces. xyxy=(360,192,517,214)
union-bank-sub: DUNEDIN BRANCH. xyxy=(392,2010,485,2020)
registration-text: Any person can have a letter registered by affixing on it, by means of the proper labels, the amount of the registration fee, in addition to the proper postage, and presenting it at a Post Office during office hours, and at least one hour before the closing of the mail by which it is desired to be transmitted. Every precaution will be adopted to ensure the safe delivery of a registered letter, by entering it on the letter bills, and obtaining a receipt for the same delivery. As the Post Office, however, is not responsible for the loss of any letter, whether registered or otherwise, persons sending bank notes or drafts are advised to take the numbers and particulars. xyxy=(360,938,517,1117)
colonies-right xyxy=(441,376,517,487)
customs-head: DUNEDIN CUSTOMS. xyxy=(218,1025,316,1035)
fatal-accident-text xyxy=(873,439,1030,752)
regs-head: NEW SHIPPING REGULATIONS. xyxy=(222,64,313,88)
port-chalmers-head: PORT CHALMERS—APRIL 24. xyxy=(19,1050,172,1076)
table-row: Not exceeding ½ oz. 6d. xyxy=(188,1584,346,1595)
table-row: Exceeding ½ oz., and not exceeding 1 oz. 1s. 10d. xyxy=(188,1824,346,1847)
issue-date: APRIL 25, 1862. xyxy=(784,15,1031,50)
list-item: 4. Follow the same method with the space allotted to second-class passengers. xyxy=(188,709,346,730)
table-row: Exceeding ¼ oz., and not exceeding ½ oz. 1s. 8d. xyxy=(188,1491,346,1512)
list-item: The institution provides for the relief of the widest divided forms of want and distress. The wife and children, unable to procure food, will not be allowed to perish with cold; the immigrant arriving penniless (and it is needless to mention how numerous such cases may be expected to be) will find a home until employment is available to him; the providence of relatives, the convalescent will not be suffered to remain adrift on the world. xyxy=(531,1938,688,2061)
postage-intro: We publish for general information, the New Rates of Postage in force from and after April 1, 1862:— xyxy=(188,1135,346,1169)
council-head-1: THE OTAGO xyxy=(919,766,983,776)
list-item: THE GENERAL GOVERNMENT AND POLICE FORCE. xyxy=(872,1553,1030,1575)
table-row: Not exceeding ½ oz. 6d. xyxy=(188,1383,346,1394)
post-office-date: Chief Post Office, Dunedin, 25th April, 1862. xyxy=(531,676,688,698)
table-row: Queensland Mar. 30 xyxy=(360,1835,517,1847)
list-item: April 24th.—City of Hobart, steamer, for Melbourne.—Cabin: Messrs. Boyle, Prospect, Lewis, Hughes, Davidson, Martin, Wood, Hay, Mrs. Boyle and two children; and 12 in the steerage. xyxy=(16,831,175,887)
council-head-2: PROVINCIAL COUNCIL. xyxy=(901,783,1001,815)
list-item: Nova Scotia xyxy=(440,420,485,431)
registration-head: REGISTRATION. xyxy=(400,926,476,936)
table-row: Madras Feb. 20 xyxy=(360,1756,517,1768)
list-item: 3. The total number thus obtained is the total number of first-class passengers who may be carried. xyxy=(188,671,346,705)
list-item: A subject which sooner or later, must force itself upon the attention of the Government is, what is to be done to relieve the large amount of individual distress, that in so varied and mixed a population as that of Otago, must necessarily arise. During the winter months especially, there is likely to be much suffering, claiming the alleviation of pecuniary assistance. Persons recovering from long illnesses, or sufferings from affections not sufficiently severe to secure the assistance of the hospital; persons temporarily thrown out of work; the aged and infirm neglected by their relations; wives and children deserted by their husbands and fathers; newly arrived immigrants destitute of means; persons whose constitutions are not suited to the climate, and many other forms and varieties of want, suffering, and distress, must present themselves, and their relief cannot be left to the chance alleviations of private charity. xyxy=(531,1127,688,1394)
regs-intro: In August, 1861, an Act was passed by the Imperial Government, intituled "An Act to empower the Governments of the several Australian colonies to regulate the number of passengers to be carried in vessels plying between Ports in those Colonies." Under this Act, the Governor of Victoria has issued a proclamation, notifying that the 13th and 14th sections of the "Passengers' Act, 1855," are, until further notice, suspended, and that on and after the 1st of April current, the following regulations touching the carriage of passengers from Victoria to the English possessions in Australia will be in force:— xyxy=(188,92,346,259)
latest-dates-head: LATEST DATES. xyxy=(392,1618,485,1631)
projected-head: PROJECTED DEPARTURES. xyxy=(33,1298,158,1309)
nsw-bank-sub-1: DUNEDIN BRANCH. xyxy=(392,2225,485,2235)
list-item: 3. The postage must be pre-paid. xyxy=(197,2268,316,2279)
sales-sub: THIS DAY. xyxy=(585,740,634,750)
table-row: Nelson April 14 xyxy=(360,1913,517,1924)
list-item: THE SPEAKER read Message No. 1, from His Honor the Superintendent, transmitting copy of the General Government Bill, respecting the management of the Colonial Police Force, and asking an expression of the opinion of House respecting the same. xyxy=(872,1579,1030,1658)
list-item: In the report, in our issue of yesterday, of the case of William Henry Bruiton it was inadvertently stated that the prisoner pleaded "not guilty," whereas he pleaded "guilty." xyxy=(701,1152,859,1208)
table-row: Wellington April 12 xyxy=(360,1946,517,1957)
expected-head: EXPECTED ARRIVALS. xyxy=(42,1216,148,1226)
nsw-bank-title-2: BANK OF NEW SOUTH WALES. xyxy=(374,2400,502,2425)
table-row: Not exceeding 4 oz. 6d. xyxy=(360,487,517,498)
list-item: We must apologise to the readers of the tri-weekly paper known as the Colonist, for a mistake which occurred in our issue of Wednesday last, and which the journal referred to, in pursuance of its usual habit of appropriating from our columns without acknowledgment, has adopted as its own. In reporting Mr. Gillies' speech in the Council, we by an error, made that gentleman refer to the Executive Ordinance, instead of the Education Ordinance. In copying out the speech word for word from us, the same error is absolutely made. Other parts of the report are exact copies from us, whilst much of the remainder, although slightly altered and varied, is evidently adopted from our report. xyxy=(872,195,1030,396)
table-row: „ 1 oz. „ 2 oz. 2s. xyxy=(188,1416,346,1427)
table-row: Hobart Town April 12 xyxy=(360,1868,517,1879)
nsw-bank-title-1: BANK OF NEW SOUTH WALES. xyxy=(374,2174,502,2200)
overland-signature: GEORGE WARD, Postmaster-General. xyxy=(366,1596,517,1606)
table-row: Not exceeding ½ oz. 2d. xyxy=(188,1273,346,1284)
list-item: THE SPEAKER took the Chair at a quarter past four o'clock; at which time there were but five members, exclusive of the Members of the Executive, who took their seats at the table in the following order:—On the Speaker's right, Messrs. M'Glashan, Dick, and Reynolds; on the Speaker's left, Messrs. Paterson, and Kilgour. xyxy=(872,846,1030,946)
customs-text: The quantity of gold entered outwards to-day amounted to 111 oz. upon which the duty levied was £12 13s. 6d. The imports realised, £598 18s. 3d. xyxy=(188,1050,346,1096)
nsw-agency-date: Dunedin, 1st March, 1862. xyxy=(531,208,627,219)
